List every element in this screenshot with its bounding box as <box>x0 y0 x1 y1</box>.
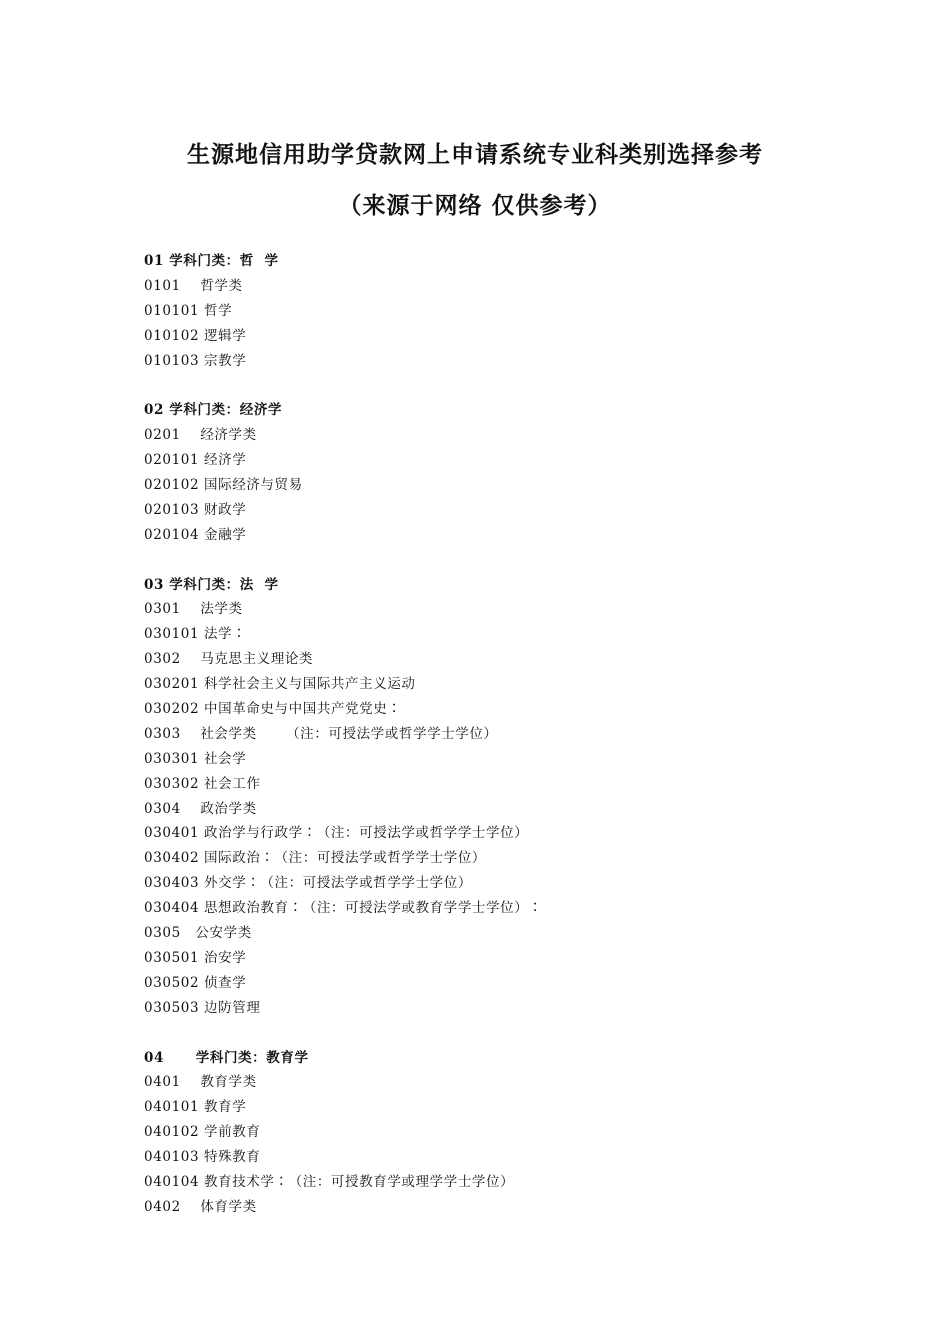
list-item: 030401 政治学与行政学∶（注：可授法学或哲学学士学位） <box>144 825 529 842</box>
list-item: 0304 政治学类 <box>144 800 257 817</box>
list-item: 030402 国际政治∶（注：可授法学或哲学学士学位） <box>144 850 487 867</box>
list-item: 0402 体育学类 <box>144 1198 257 1215</box>
list-item: 020103 财政学 <box>144 501 247 518</box>
list-item: 030502 侦查学 <box>144 974 247 991</box>
section-gap <box>144 373 864 398</box>
list-item: 030302 社会工作 <box>144 775 261 792</box>
list-item: 030301 社会学 <box>144 750 247 767</box>
document-title: 生源地信用助学贷款网上申请系统专业科类别选择参考 <box>187 141 763 168</box>
document-subtitle: （来源于网络 仅供参考） <box>338 192 612 219</box>
list-item: 030501 治安学 <box>144 949 247 966</box>
section-heading: 02 学科门类：经济学 <box>144 402 283 419</box>
list-item: 010103 宗教学 <box>144 352 247 369</box>
section-heading: 01 学科门类：哲 学 <box>144 253 279 269</box>
list-item: 040103 特殊教育 <box>144 1149 261 1166</box>
list-item: 0201 经济学类 <box>144 427 257 444</box>
section-gap <box>144 548 864 573</box>
list-item: 0101 哲学类 <box>144 277 243 294</box>
list-item: 0303 社会学类 （注：可授法学或哲学学士学位） <box>144 725 498 742</box>
list-item: 020101 经济学 <box>144 452 247 469</box>
list-item: 030503 边防管理 <box>144 999 261 1016</box>
list-item: 020104 金融学 <box>144 526 247 543</box>
list-item: 0302 马克思主义理论类 <box>144 651 314 668</box>
list-item: 030201 科学社会主义与国际共产主义运动 <box>144 676 416 693</box>
document-body <box>144 249 864 1220</box>
list-item: 030101 法学∶ <box>144 626 247 643</box>
list-item: 010101 哲学 <box>144 302 233 319</box>
list-item: 0305 公安学类 <box>144 925 252 942</box>
section-heading: 04 学科门类：教育学 <box>144 1049 309 1066</box>
list-item: 0401 教育学类 <box>144 1074 257 1091</box>
list-item: 040104 教育技术学∶（注：可授教育学或理学学士学位） <box>144 1173 515 1190</box>
list-item: 020102 国际经济与贸易 <box>144 477 303 494</box>
section-gap <box>144 1021 864 1046</box>
section-heading: 03 学科门类：法 学 <box>144 576 279 593</box>
list-item: 010102 逻辑学 <box>144 327 247 344</box>
list-item: 040101 教育学 <box>144 1099 247 1116</box>
list-item: 040102 学前教育 <box>144 1124 261 1141</box>
list-item: 030403 外交学∶（注：可授法学或哲学学士学位） <box>144 875 472 892</box>
list-item: 030404 思想政治教育∶（注：可授法学或教育学学士学位）∶ <box>144 900 543 917</box>
list-item: 030202 中国革命史与中国共产党党史∶ <box>144 701 402 718</box>
list-item: 0301 法学类 <box>144 601 243 618</box>
